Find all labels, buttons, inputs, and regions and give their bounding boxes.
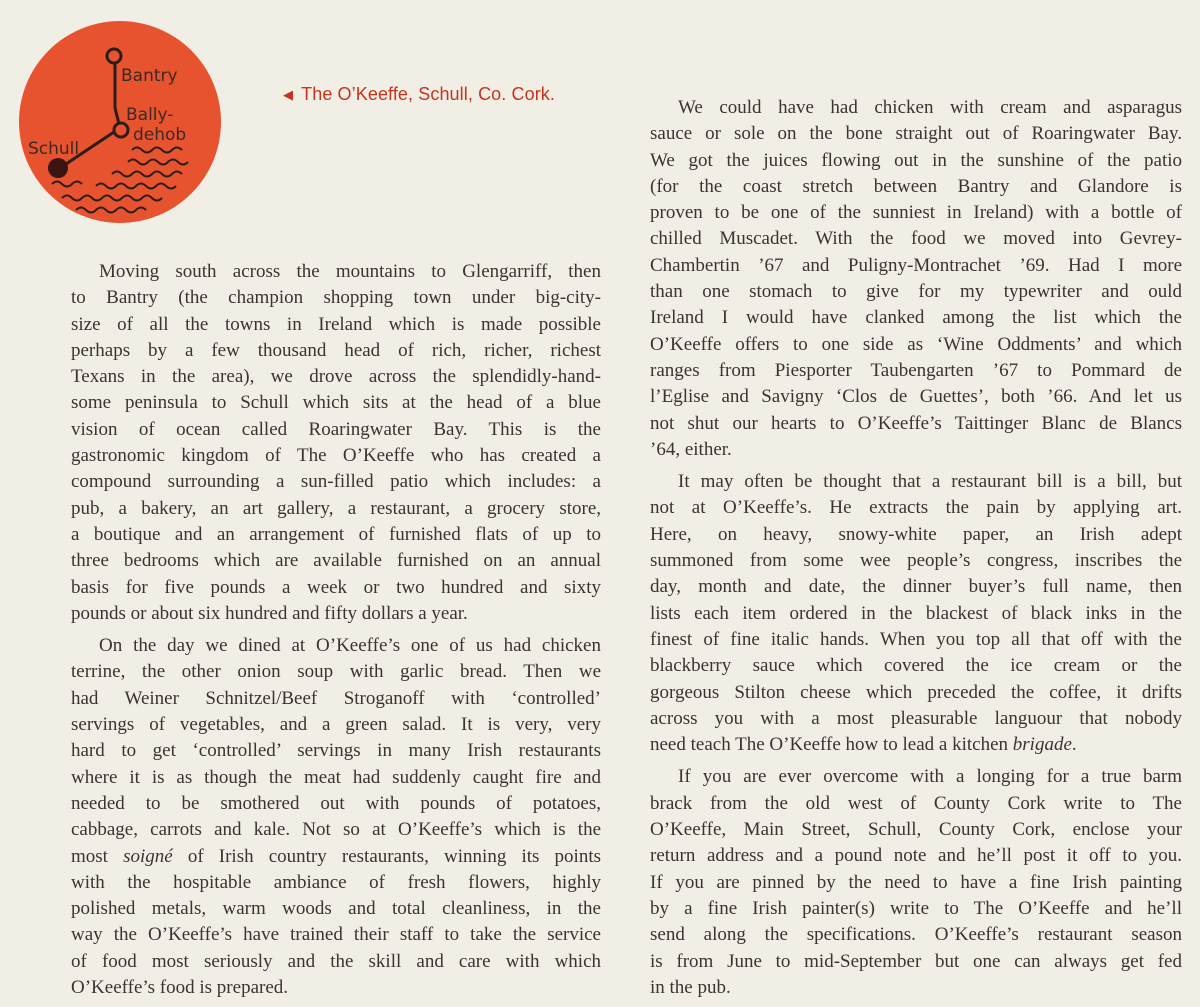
paragraph-line: vision of ocean called Roaringwater Bay. This is the: [71, 418, 601, 440]
paragraph-line: O’Keeffe’s food is prepared.: [71, 977, 289, 999]
paragraph-line: ranges from Piesporter Taubengarten ’67 to Pommard de: [650, 359, 1182, 381]
paragraph-line: polished metals, warm woods and total cleanliness, in the: [71, 898, 601, 920]
paragraph-line: gorgeous Stilton cheese which preceded the coffee, it drifts: [650, 681, 1182, 703]
paragraph-line: with the hospitable ambiance of fresh flowers, highly: [71, 871, 601, 893]
map-badge: [0, 0, 240, 240]
town-marker-icon: [114, 123, 128, 137]
map-label-ballydehob-line2: dehob: [133, 125, 187, 145]
paragraph-line: of food most seriously and the skill and care with which: [71, 950, 601, 972]
left-triangle-icon: ◀: [283, 87, 294, 102]
article-paragraph: [650, 469, 1182, 758]
article-paragraph: [71, 259, 601, 627]
paragraph-line: terrine, the other onion soup with garlic bread. Then we: [71, 661, 601, 683]
paragraph-line: to Bantry (the champion shopping town under big-city-: [71, 287, 601, 309]
paragraph-line: three bedrooms which are available furnished on an annual: [71, 550, 601, 572]
article-column-left: [71, 259, 601, 1007]
paragraph-line: day, month and date, the dinner buyer’s full name, then: [650, 576, 1182, 598]
paragraph-line: than one stomach to give for my typewriter and ould: [650, 281, 1182, 303]
town-marker-icon: [48, 158, 68, 178]
paragraph-line: ’64, either.: [650, 438, 732, 460]
paragraph-line: Texans in the area), we drove across the splendidly-hand-: [71, 366, 601, 388]
paragraph-line: If you are pinned by the need to have a fine Irish painting: [650, 871, 1182, 893]
paragraph-line: gastronomic kingdom of The O’Keeffe who has created a: [71, 445, 601, 467]
paragraph-line: size of all the towns in Ireland which is made possible: [71, 313, 601, 335]
paragraph-line: across you with a most pleasurable languour that nobody: [650, 707, 1182, 729]
paragraph-line: We could have had chicken with cream and asparagus: [678, 97, 1182, 118]
paragraph-line: not at O’Keeffe’s. He extracts the pain by applying art.: [650, 497, 1182, 519]
figure-caption: [283, 84, 555, 105]
paragraph-line: some peninsula to Schull which sits at the head of a blue: [71, 392, 601, 414]
article-paragraph: [650, 764, 1182, 1001]
paragraph-line: a boutique and an arrangement of furnished flats of up to: [71, 523, 601, 545]
caption-text: The O’Keeffe, Schull, Co. Cork.: [301, 84, 555, 104]
paragraph-line: servings of vegetables, and a green salad. It is very, very: [71, 714, 601, 736]
paragraph-line: needed to be smothered out with pounds of potatoes,: [71, 792, 601, 814]
paragraph-line: in the pub.: [650, 976, 731, 998]
paragraph-line: Chambertin ’67 and Puligny-Montrachet ’69. Had I more: [650, 254, 1182, 276]
paragraph-line: If you are ever overcome with a longing for a true barm: [678, 766, 1182, 788]
map-label-bantry: Bantry: [121, 66, 178, 86]
paragraph-line: hard to get ‘controlled’ servings in many Irish restaurants: [71, 740, 601, 762]
paragraph-line: where it is as though the meat had suddenly caught fire and: [71, 766, 601, 788]
paragraph-line: had Weiner Schnitzel/Beef Stroganoff with ‘controlled’: [71, 687, 601, 709]
paragraph-line: send along the specifications. O’Keeffe’s restaurant season: [650, 924, 1182, 946]
paragraph-line: most soigné of Irish country restaurants, winning its points: [71, 845, 601, 867]
paragraph-line: blackberry sauce which covered the ice cream or the: [650, 655, 1182, 677]
paragraph-line: perhaps by a few thousand head of rich, richer, richest: [71, 339, 601, 361]
paragraph-line: lists each item ordered in the blackest of black inks in the: [650, 602, 1182, 624]
paragraph-line: O’Keeffe, Main Street, Schull, County Cork, enclose your: [650, 819, 1182, 841]
paragraph-line: l’Eglise and Savigny ‘Clos de Guettes’, both ’66. And let us: [650, 386, 1182, 408]
paragraph-line: proven to be one of the sunniest in Ireland) with a bottle of: [650, 202, 1182, 224]
map-label-ballydehob-line1: Bally-: [126, 105, 174, 125]
paragraph-line: basis for five pounds a week or two hundred and sixty: [71, 576, 601, 598]
paragraph-line: Here, on heavy, snowy-white paper, an Irish adept: [650, 523, 1182, 545]
paragraph-line: pub, a bakery, an art gallery, a restaurant, a grocery store,: [71, 497, 601, 519]
article-paragraph: [650, 95, 1182, 463]
paragraph-line: way the O’Keeffe’s have trained their staff to take the service: [71, 924, 601, 946]
paragraph-line: need teach The O’Keeffe how to lead a kitchen brigade.: [650, 734, 1077, 756]
map-label-schull: Schull: [28, 139, 80, 159]
paragraph-line: summoned from some wee people’s congress, inscribes the: [650, 550, 1182, 572]
paragraph-line: return address and a pound note and he’ll post it off to you.: [650, 845, 1182, 867]
paragraph-line: is from June to mid-September but one can always get fed: [650, 950, 1182, 972]
paragraph-line: by a fine Irish painter(s) write to The O’Keeffe and he’ll: [650, 897, 1182, 919]
paragraph-line: On the day we dined at O’Keeffe’s one of us had chicken: [99, 635, 601, 657]
paragraph-line: brack from the old west of County Cork write to The: [650, 792, 1182, 814]
article-column-right: [650, 95, 1182, 1007]
paragraph-line: It may often be thought that a restaurant bill is a bill, but: [678, 471, 1182, 493]
map-illustration: [0, 0, 240, 240]
paragraph-line: Ireland I would have clanked among the list which the: [650, 307, 1182, 329]
paragraph-line: cabbage, carrots and kale. Not so at O’Keeffe’s which is the: [71, 819, 601, 841]
paragraph-line: finest of fine italic hands. When you top all that off with the: [650, 628, 1182, 650]
paragraph-line: We got the juices flowing out in the sunshine of the patio: [650, 149, 1182, 171]
town-marker-icon: [107, 49, 121, 63]
paragraph-line: compound surrounding a sun-filled patio which includes: a: [71, 471, 601, 493]
paragraph-line: sauce or sole on the bone straight out of Roaringwater Bay.: [650, 123, 1182, 145]
paragraph-line: chilled Muscadet. With the food we moved into Gevrey-: [650, 228, 1182, 250]
paragraph-line: not shut our hearts to O’Keeffe’s Taittinger Blanc de Blancs: [650, 412, 1182, 434]
paragraph-line: pounds or about six hundred and fifty dollars a year.: [71, 602, 468, 624]
paragraph-line: Moving south across the mountains to Glengarriff, then: [99, 261, 601, 282]
paragraph-line: (for the coast stretch between Bantry and Glandore is: [650, 175, 1182, 197]
paragraph-line: O’Keeffe offers to one side as ‘Wine Oddments’ and which: [650, 333, 1182, 355]
article-paragraph: [71, 633, 601, 1001]
